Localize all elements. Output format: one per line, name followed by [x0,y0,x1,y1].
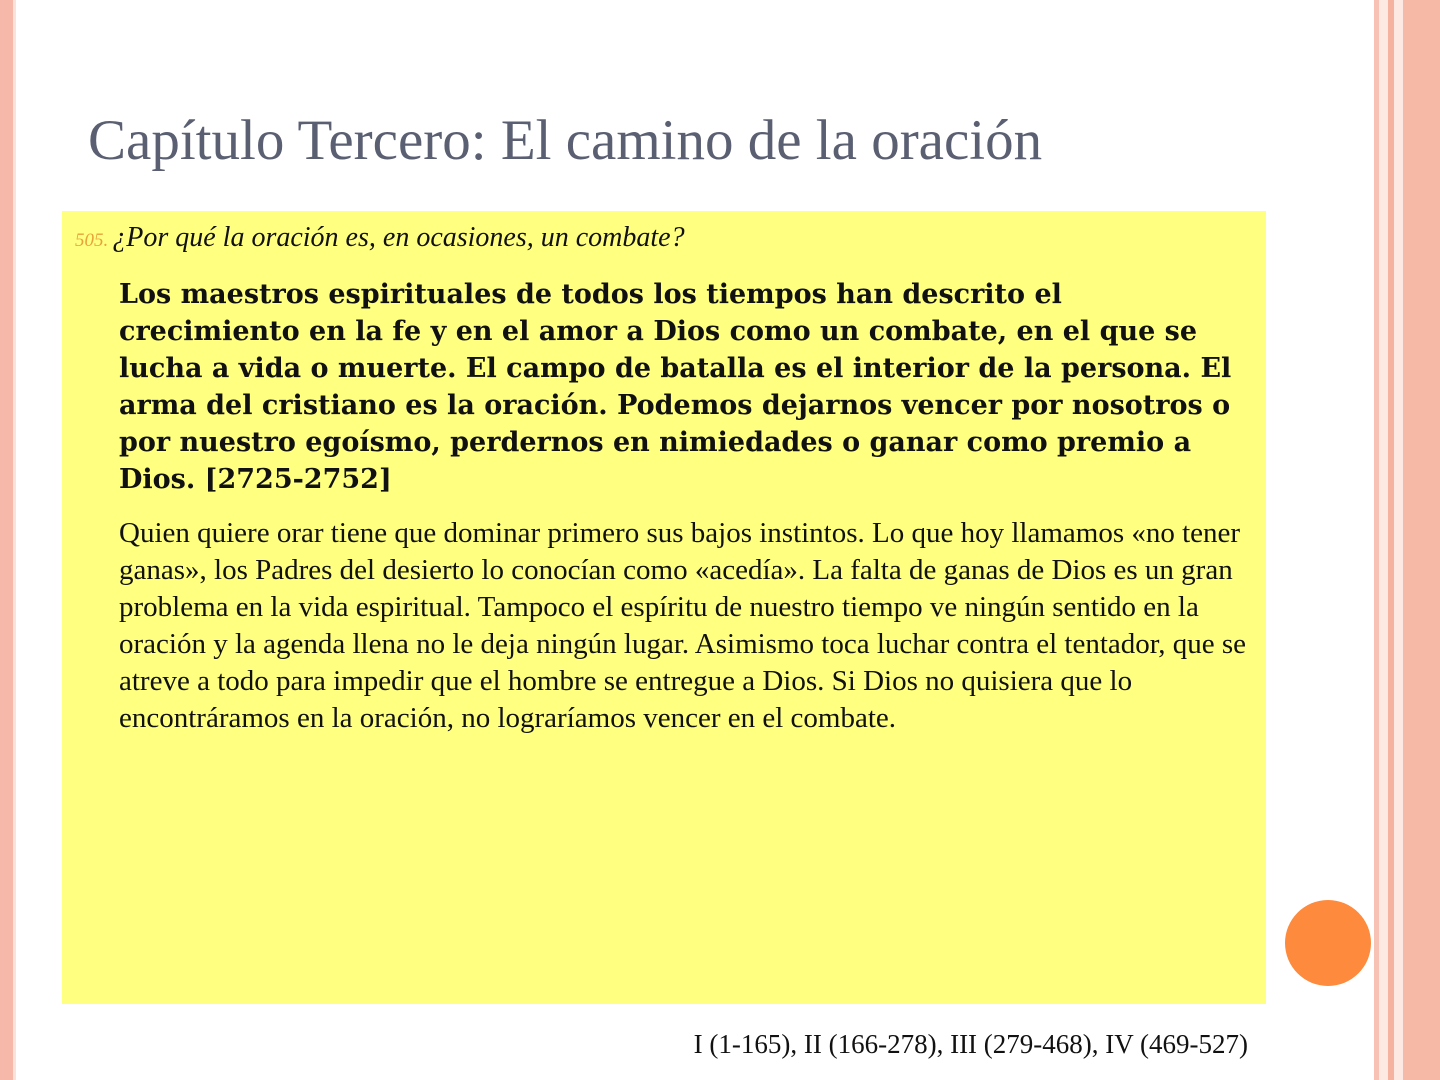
section-ranges-footer: I (1-165), II (166-278), III (279-468), IV (469-527) [693,1029,1248,1059]
right-border-stripe-2 [1379,0,1388,1080]
left-border-highlight [13,0,16,1080]
slide-title: Capítulo Tercero: El camino de la oración [88,109,1043,172]
question-text: ¿Por qué la oración es, en ocasiones, un combate? [112,222,685,253]
question-number: 505. [75,230,109,251]
question-line [75,222,685,254]
commentary-paragraph: Quien quiere orar tiene que dominar primero sus bajos instintos. Lo que hoy llamamos «no tener ganas», los Padres del desierto lo conocían como «acedía». La falta de ganas de Dios es un gran problema en la vida espiritual. Tampoco el espíritu de nuestro tiempo ve ningún sentido en la oración y la agenda llena no le deja ningún lugar. Asimismo toca luchar contra el tentador, que se atreve a todo para impedir que el hombre se entregue a Dios. Si Dios no quisiera que lo encontráramos en la oración, no lograríamos vencer en el combate. [119,517,1247,734]
right-border-stripe-4 [1394,0,1403,1080]
answer-paragraph: Los maestros espirituales de todos los tiempos han descrito el crecimiento en la fe y en el amor a Dios como un combate, en el que se lucha a vida o muerte. El campo de batalla es el interior de la persona. El arma del cristiano es la oración. Podemos dejarnos vencer por nosotros o por nuestro egoísmo, perdernos en nimiedades o ganar como premio a Dios. [2725-2752] [119,279,1232,495]
left-border-stripe [0,0,13,1080]
right-border-stripe-5 [1403,0,1440,1080]
accent-circle [1285,900,1371,986]
